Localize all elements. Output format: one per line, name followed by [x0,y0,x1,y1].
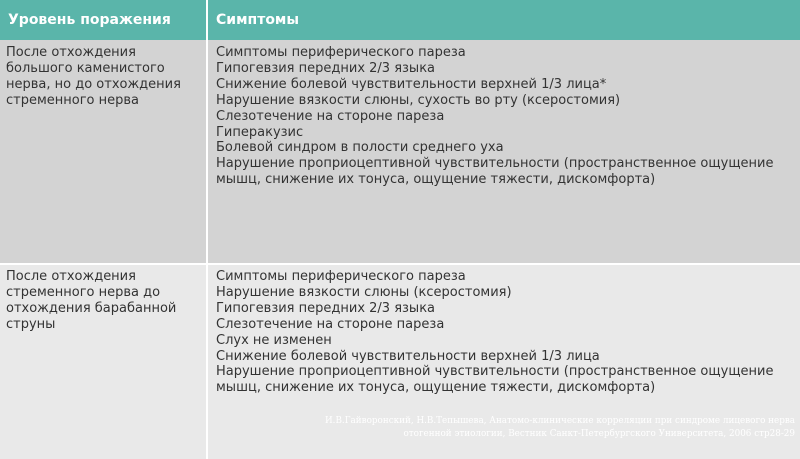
header-level: Уровень поражения [0,0,207,40]
symptom-item: Слух не изменен [216,332,332,348]
symptom-item: Нарушение вязкости слюны, сухость во рту (ксеростомия) [216,92,621,108]
symptom-item: Нарушение проприоцептивной чувствительности (пространственное ощущение мышц, снижение их тонуса, ощущение тяжести, дискомфорта) [216,156,774,188]
symptom-item: Гипогевзия передних 2/3 языка [216,300,436,316]
level-cell: После отхождения стременного нерва до отхождения барабанной струны [0,264,207,459]
symptom-item: Снижение болевой чувствительности верхней 1/3 лица* [216,76,607,92]
header-row [0,0,800,40]
citation-line: И.В.Гайворонский, Н.В.Тепышева, Анатомо-клинические корреляции при синдроме лицевого нерва [325,416,796,426]
symptom-item: Симптомы периферического пареза [216,269,466,284]
symptom-item: Нарушение проприоцептивной чувствительности (пространственное ощущение мышц, снижение их тонуса, ощущение тяжести, дискомфорта) [216,364,774,396]
symptom-item: Гиперакузис [216,124,304,140]
symptom-item: Болевой синдром в полости среднего уха [216,140,504,156]
symptom-item: Слезотечение на стороне пареза [216,316,445,332]
table-row [0,40,800,264]
symptoms-cell [207,40,800,264]
header-symptoms: Симптомы [207,0,800,40]
symptom-item: Симптомы периферического пареза [216,45,466,60]
level-cell: После отхождения большого каменистого нерва, но до отхождения стременного нерва [0,40,207,264]
symptom-item: Гипогевзия передних 2/3 языка [216,60,436,76]
citation [325,415,795,441]
symptom-item: Слезотечение на стороне пареза [216,108,445,124]
citation-line: отогенной этиологии, Вестник Санкт-Петербургского Университета, 2006 стр28-29 [403,429,795,439]
symptom-item: Снижение болевой чувствительности верхней 1/3 лица [216,348,600,364]
symptom-item: Нарушение вязкости слюны (ксеростомия) [216,284,512,300]
